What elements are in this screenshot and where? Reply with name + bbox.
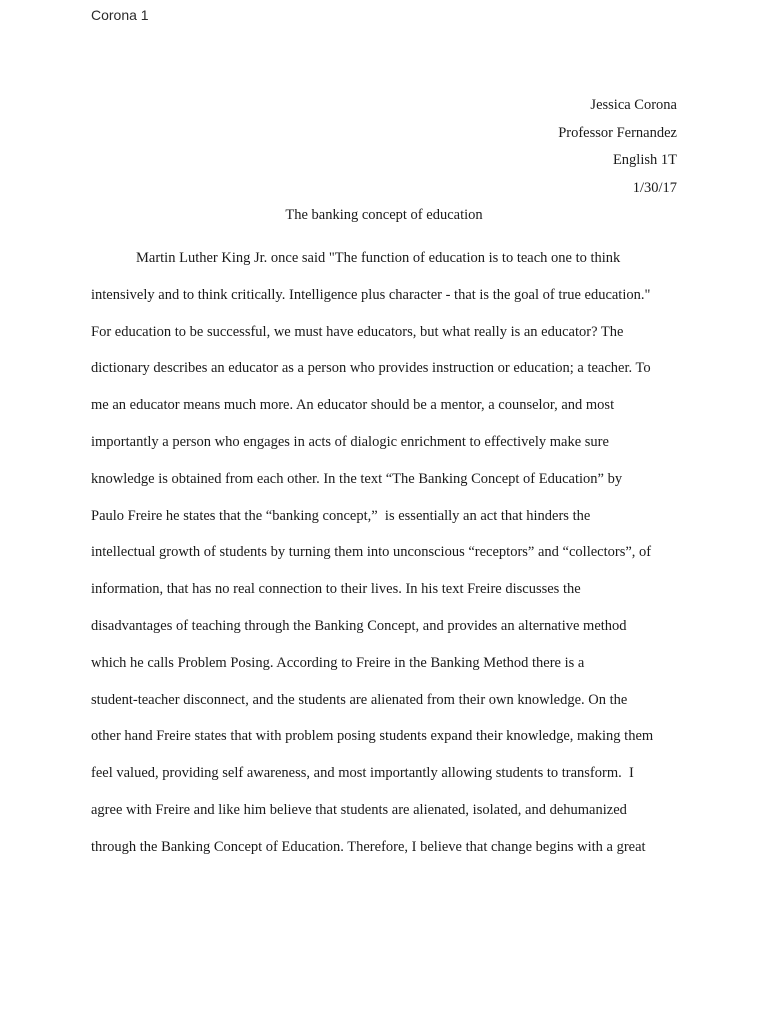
body-line: knowledge is obtained from each other. In the text “The Banking Concept of Education” by [91,470,623,487]
course-name: English 1T [612,152,677,168]
body-line: dictionary describes an educator as a person who provides instruction or education; a teacher. To [91,360,651,377]
body-line: other hand Freire states that with problem posing students expand their knowledge, making them [91,728,654,745]
date: 1/30/17 [632,179,677,196]
body-line: Paulo Freire he states that the “banking concept,” is essentially an act that hinders the [91,507,591,524]
running-header: Corona 1 [91,7,149,23]
body-line: disadvantages of teaching through the Banking Concept, and provides an alternative method [91,617,627,634]
body-line: student-teacher disconnect, and the students are alienated from their own knowledge. On the [91,691,628,708]
body-line: importantly a person who engages in acts of dialogic enrichment to effectively make sure [91,433,609,450]
body-line: Martin Luther King Jr. once said "The function of education is to teach one to think [136,250,621,266]
professor-name: Professor Fernandez [558,124,677,141]
body-line: which he calls Problem Posing. According to Freire in the Banking Method there is a [91,654,585,671]
body-line: agree with Freire and like him believe that students are alienated, isolated, and dehumanized [91,801,627,818]
body-line: through the Banking Concept of Education. Therefore, I believe that change begins with a great [91,838,646,855]
body-line: intellectual growth of students by turning them into unconscious “receptors” and “collectors”, of [91,544,652,561]
student-name: Jessica Corona [590,97,677,113]
body-line: feel valued, providing self awareness, and most importantly allowing students to transform. I [91,765,634,782]
essay-title: The banking concept of education [285,207,483,223]
body-line: me an educator means much more. An educator should be a mentor, a counselor, and most [91,397,615,414]
body-line: intensively and to think critically. Intelligence plus character - that is the goal of true education." [91,286,651,303]
body-line: For education to be successful, we must have educators, but what really is an educator? The [91,323,624,340]
body-paragraph [91,240,691,866]
mla-heading [558,92,677,202]
body-line: information, that has no real connection to their lives. In his text Freire discusses the [91,581,581,598]
